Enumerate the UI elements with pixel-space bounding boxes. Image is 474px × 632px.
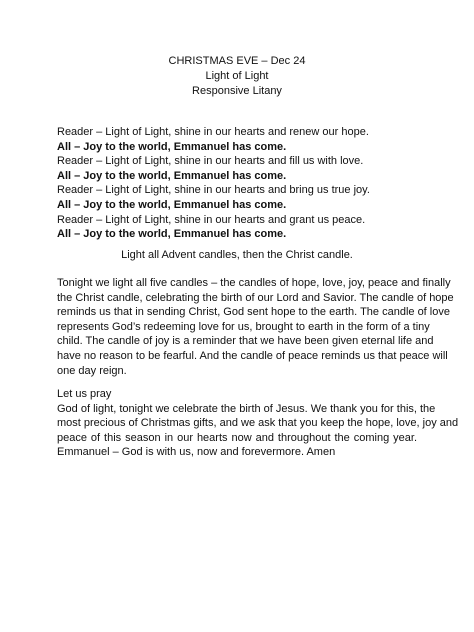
prayer-line: God of light, tonight we celebrate the birth of Jesus. We thank you for this, the: [57, 402, 436, 415]
paragraph-line: reminds us that in sending Christ, God sent hope to the earth. The candle of love: [57, 306, 450, 319]
litany-response-line: All – Joy to the world, Emmanuel has come.: [57, 198, 287, 211]
prayer-line: Emmanuel – God is with us, now and forevermore. Amen: [57, 446, 336, 459]
prayer-line: most precious of Christmas gifts, and we ask that you keep the hope, love, joy and: [57, 417, 459, 430]
prayer-heading: Let us pray: [57, 388, 112, 400]
prayer-line: peace of this season in our hearts now and throughout the coming year.: [57, 431, 417, 444]
litany-reader-line: Reader – Light of Light, shine in our hearts and bring us true joy.: [57, 184, 370, 197]
candle-instruction: Light all Advent candles, then the Christ candle.: [121, 249, 353, 261]
paragraph-line: Tonight we light all five candles – the candles of hope, love, joy, peace and finally: [57, 277, 451, 289]
paragraph-line: the Christ candle, celebrating the birth of our Lord and Savior. The candle of hope: [57, 291, 454, 304]
candles-paragraph: [57, 276, 454, 378]
closing-prayer: [57, 387, 459, 460]
document-heading: [57, 54, 417, 99]
paragraph-line: have no reason to be fearful. And the candle of peace reminds us that peace will: [57, 349, 448, 362]
paragraph-line: child. The candle of joy is a reminder that we have been given eternal life and: [57, 335, 434, 348]
paragraph-line: one day reign.: [57, 364, 127, 377]
document-title: CHRISTMAS EVE – Dec 24: [168, 55, 306, 67]
litany-response-line: All – Joy to the world, Emmanuel has come.: [57, 228, 287, 241]
litany-reader-line: Reader – Light of Light, shine in our hearts and grant us peace.: [57, 213, 366, 226]
litany-response-line: All – Joy to the world, Emmanuel has come.: [57, 140, 287, 153]
litany-reader-line: Reader – Light of Light, shine in our hearts and renew our hope.: [57, 126, 369, 138]
paragraph-line: represents God’s redeeming love for us, brought to earth in the form of a tiny: [57, 320, 430, 333]
litany-response-line: All – Joy to the world, Emmanuel has come.: [57, 169, 287, 182]
litany-reader-line: Reader – Light of Light, shine in our hearts and fill us with love.: [57, 155, 364, 168]
document-type: Responsive Litany: [192, 85, 282, 97]
document-subtitle: Light of Light: [205, 70, 269, 82]
responsive-litany: [57, 125, 417, 242]
